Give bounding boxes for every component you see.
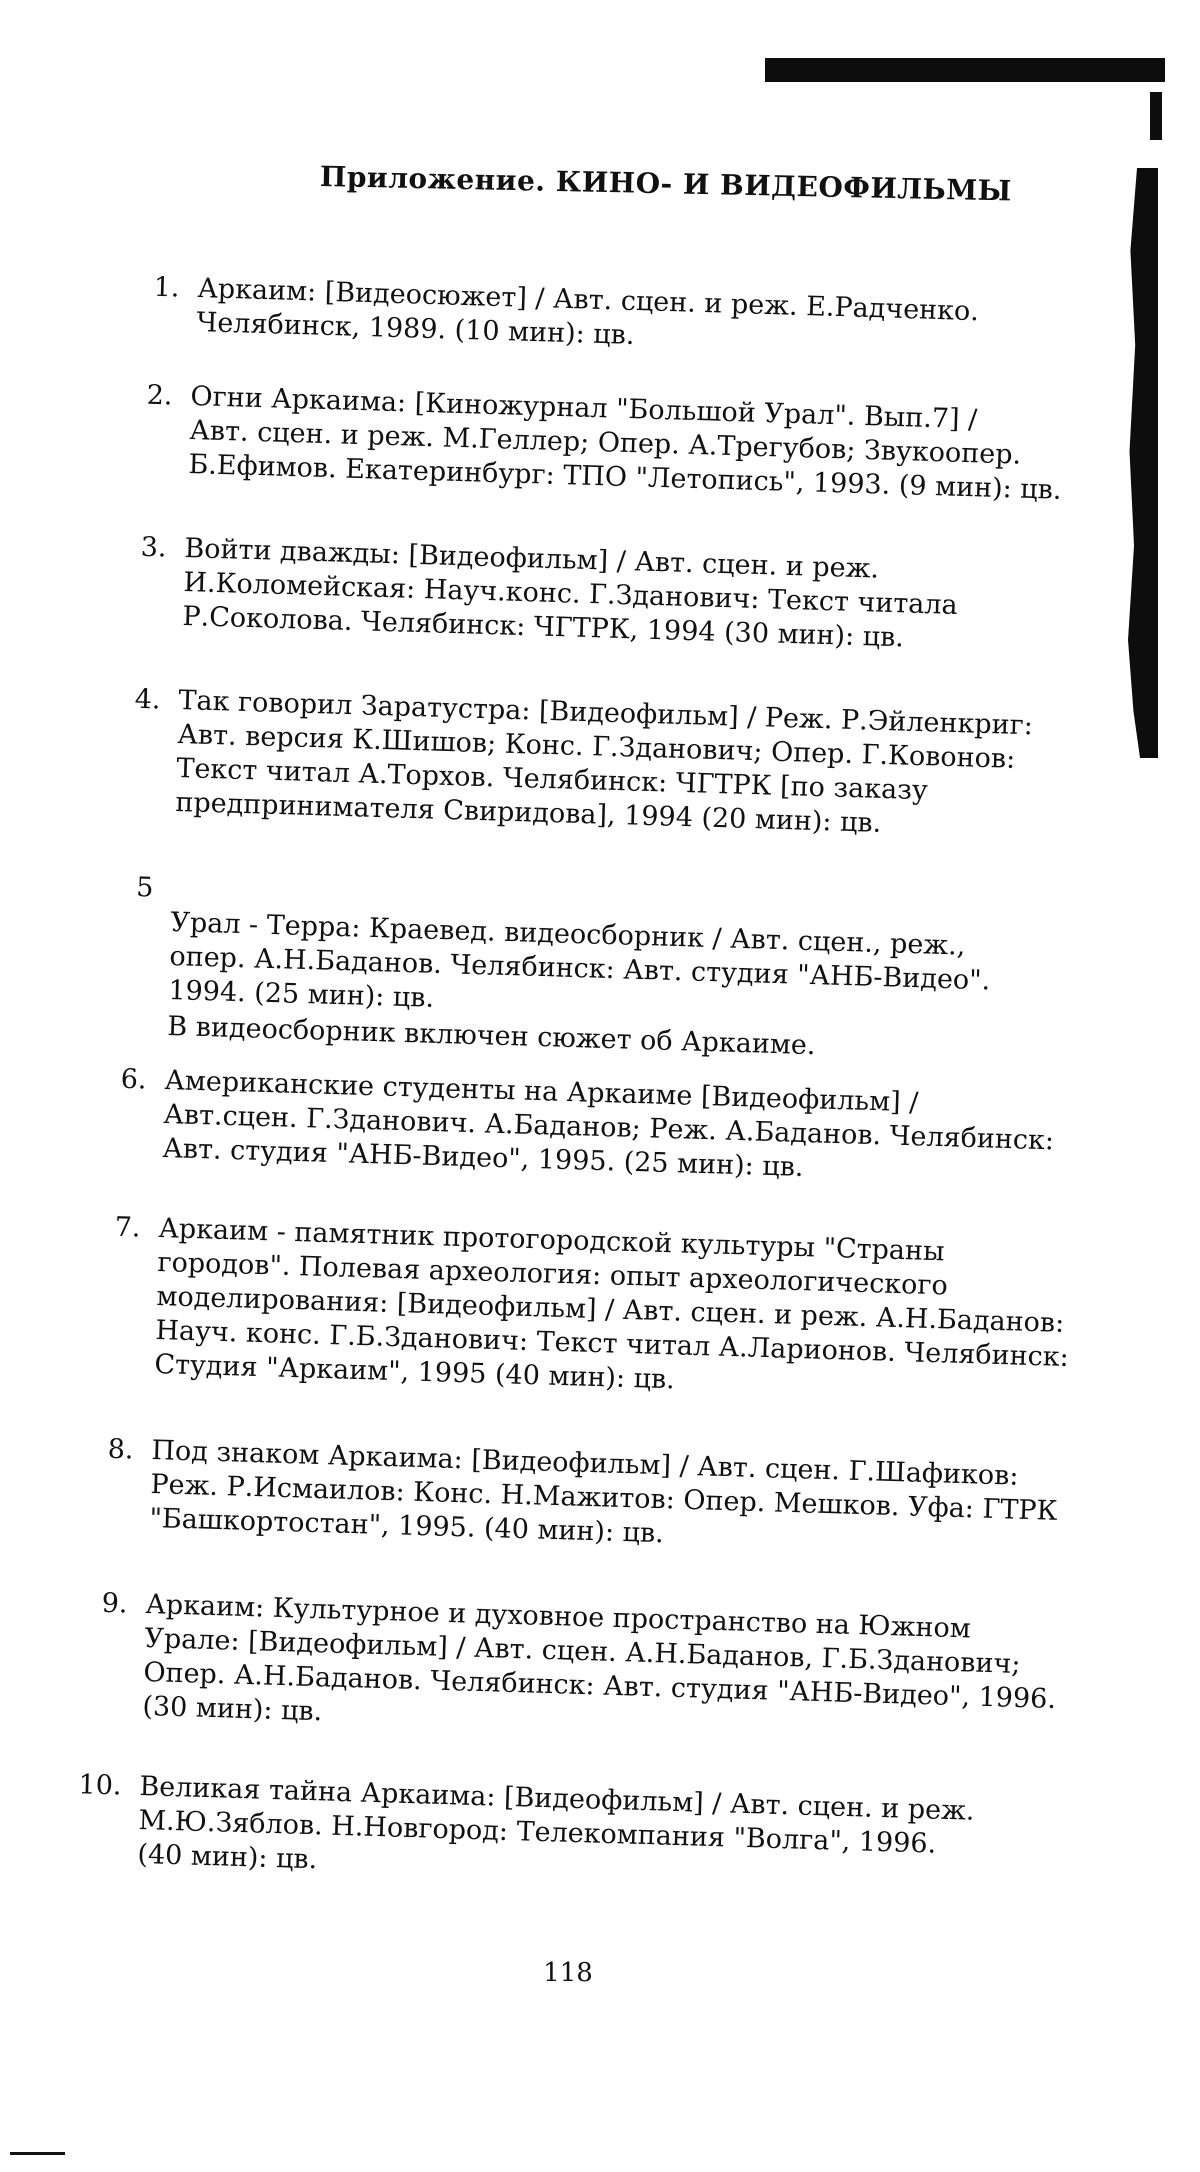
item-citation: Урал - Терра: Краевед. видеосборник / Авт. сцен., реж., опер. А.Н.Баданов. Челябинск: Авт. студия "АНБ-Видео". 1994. (25 мин): цв.: [167, 907, 991, 1014]
item-text: Великая тайна Аркаима: [Видеофильм] / Авт. сцен. и реж. М.Ю.Зяблов. Н.Новгород: Телекомпания "Волга", 1996. (40 мин): цв.: [137, 1771, 975, 1876]
item-text: Аркаим: Культурное и духовное пространство на Южном Урале: [Видеофильм] / Авт. сцен. А.Н.Баданов, Г.Б.Зданович; Опер. А.Н.Баданов. Челябинск: Авт. студия "АНБ-Видео", 1996. (30 мин): цв.: [141, 1589, 1057, 1728]
item-text: Огни Аркаима: [Киножурнал "Большой Урал". Вып.7] / Авт. сцен. и реж. М.Геллер; Опер. А.Трегубов; Звукоопер. Б.Ефимов. Екатеринбург: ТПО "Летопись", 1993. (9 мин): цв.: [188, 381, 1062, 506]
item-number: 5: [135, 871, 154, 904]
item-text: Аркаим: [Видеосюжет] / Авт. сцен. и реж. Е.Радченко. Челябинск, 1989. (10 мин): цв.: [196, 273, 980, 351]
item-text: Так говорил Заратустра: [Видеофильм] / Реж. Р.Эйленкриг: Авт. версия К.Шишов; Конс. Г.Зданович; Опер. Г.Ковонов: Текст читал А.Торхов. Челябинск: ЧГТРК [по заказу предпринимателя Свиридова], 1994 (20 мин): цв.: [174, 685, 1034, 839]
page-title: Приложение. КИНО- И ВИДЕОФИЛЬМЫ: [319, 160, 1013, 208]
item-number: 2.: [146, 379, 173, 412]
item-text: Под знаком Аркаима: [Видеофильм] / Авт. сцен. Г.Шафиков: Реж. Р.Исмаилов: Конс. Н.Мажитов: Опер. Мешков. Уфа: ГТРК "Башкортостан", 1995. (40 мин): цв.: [149, 1435, 1058, 1550]
item-number: 10.: [78, 1769, 122, 1802]
item-number: 3.: [140, 531, 167, 564]
item-number: 9.: [101, 1587, 128, 1620]
item-text: Аркаим - памятник протогородской культуры "Страны городов". Полевая археология: опыт археологического моделирования: [Видеофильм] / Авт. сцен. и реж. А.Н.Баданов: Науч. конс. Г.Б.Зданович: Текст читал А.Ларионов. Челябинск: Студия "Аркаим", 1995 (40 мин): цв.: [153, 1213, 1070, 1396]
page-number: 118: [543, 1958, 593, 1988]
item-note: В видеосборник включен сюжет об Аркаиме.: [166, 1010, 816, 1062]
item-number: 6.: [120, 1063, 147, 1096]
item-text: Войти дважды: [Видеофильм] / Авт. сцен. и реж. И.Коломейская: Науч.конс. Г.Зданович: Текст читала Р.Соколова. Челябинск: ЧГТРК, 1994 (30 мин): цв.: [182, 533, 959, 654]
item-number: 7.: [114, 1211, 141, 1244]
item-number: 8.: [107, 1433, 134, 1466]
item-number: 1.: [153, 271, 180, 304]
item-text: Американские студенты на Аркаиме [Видеофильм] / Авт.сцен. Г.Зданович. А.Баданов; Реж. А.Баданов. Челябинск: Авт. студия "АНБ-Видео", 1995. (25 мин): цв.: [162, 1065, 1055, 1183]
item-number: 4.: [134, 683, 161, 716]
